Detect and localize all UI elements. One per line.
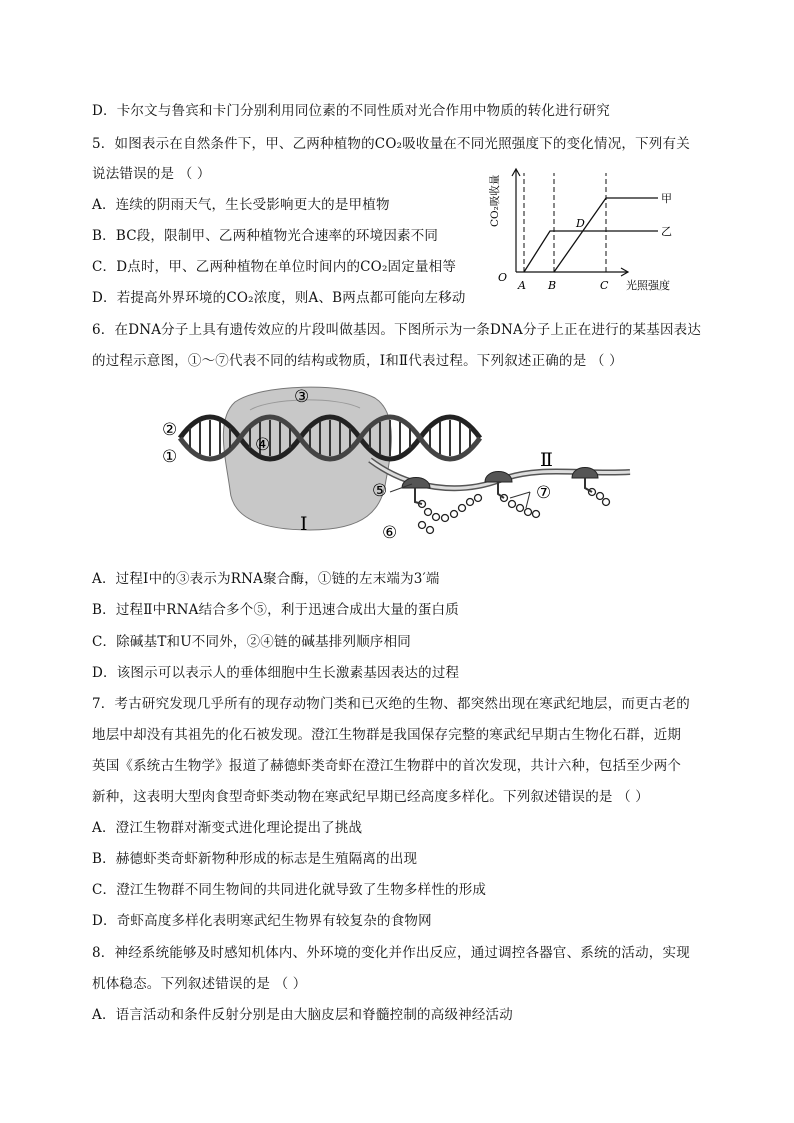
q6-stem-line-2: 的过程示意图，①～⑦代表不同的结构或物质，Ⅰ和Ⅱ代表过程。下列叙述正确的是 （ ） [92,353,623,369]
x-axis-label: 光照强度 [626,279,670,292]
q7-option-a: A．澄江生物群对渐变式进化理论提出了挑战 [92,820,363,836]
q6-stem-line-1: 6．在DNA分子上具有遗传效应的片段叫做基因。下图所示为一条DNA分子上正在进行的某基因表达 [92,322,702,338]
point-a-label: A [518,279,526,292]
process-2-label: Ⅱ [540,449,553,471]
rna-polymerase-shape [223,387,391,530]
label-5: ⑤ [372,481,388,501]
q7-stem-line-1: 7．考古研究发现几乎所有的现存动物门类和已灭绝的生物、都突然出现在寒武纪地层，而更古老的 [92,696,690,712]
q8-stem-line-2: 机体稳态。下列叙述错误的是 （ ） [92,976,307,992]
gene-expression-figure [160,380,640,550]
polypeptide-chains [419,489,610,534]
q7-stem-line-4: 新种，这表明大型肉食型奇虾类动物在寒武纪早期已经高度多样化。下列叙述错误的是 （ ） [92,789,649,805]
q8-option-a: A．语言活动和条件反射分别是由大脑皮层和脊髓控制的高级神经活动 [92,1007,513,1023]
q4-option-d: D．卡尔文与鲁宾和卡门分别利用同位素的不同性质对光合作用中物质的转化进行研究 [92,103,610,119]
curve-yi [524,231,658,272]
label-4: ④ [255,435,271,455]
point-d-label: D [576,217,585,230]
q5-option-d: D．若提高外界环境的CO₂浓度，则A、B两点都可能向左移动 [92,290,466,306]
curve-yi-label: 乙 [661,225,672,238]
q5-option-b: B．BC段，限制甲、乙两种植物光合速率的环境因素不同 [92,228,439,244]
q6-option-b: B．过程Ⅱ中RNA结合多个⑤，利于迅速合成出大量的蛋白质 [92,602,459,618]
q5-stem-line-2: 说法错误的是 （ ） [92,166,211,182]
q5-stem-line-1: 5．如图表示在自然条件下，甲、乙两种植物的CO₂吸收量在不同光照强度下的变化情况，下列有关 [92,136,690,152]
q6-option-a: A．过程Ⅰ中的③表示为RNA聚合酶，①链的左末端为3′端 [92,571,440,587]
q7-option-b: B．赫德虾类奇虾新物种形成的标志是生殖隔离的出现 [92,851,418,867]
y-axis-label: CO₂吸收量 [489,174,501,227]
label-2: ② [162,420,178,440]
q7-stem-line-2: 地层中却没有其祖先的化石被发现。澄江生物群是我国保存完整的寒武纪早期古生物化石群，近期 [92,727,682,743]
point-b-label: B [548,279,557,292]
q8-stem-line-1: 8．神经系统能够及时感知机体内、外环境的变化并作出反应，通过调控各器官、系统的活动，实现 [92,945,690,961]
q5-option-c: C．D点时，甲、乙两种植物在单位时间内的CO₂固定量相等 [92,259,457,275]
q6-option-d: D．该图示可以表示人的垂体细胞中生长激素基因表达的过程 [92,665,460,681]
process-1-label: Ⅰ [300,513,308,535]
light-response-graph [478,165,698,297]
ribosome-2 [485,472,512,483]
q5-option-a: A．连续的阴雨天气，生长受影响更大的是甲植物 [92,197,390,213]
label-7: ⑦ [536,483,552,503]
label-3: ③ [294,387,310,407]
q6-option-c: C．除碱基T和U不同外，②④链的碱基排列顺序相同 [92,634,412,650]
curve-jia-label: 甲 [661,192,672,205]
origin-label: O [498,271,508,284]
label-1: ① [162,447,178,467]
label-6: ⑥ [382,523,398,543]
q7-option-c: C．澄江生物群不同生物间的共同进化就导致了生物多样性的形成 [92,882,487,898]
point-c-label: C [600,279,609,292]
q7-option-d: D．奇虾高度多样化表明寒武纪生物界有较复杂的食物网 [92,913,432,929]
q7-stem-line-3: 英国《系统古生物学》报道了赫德虾类奇虾在澄江生物群中的首次发现，共计六种，包括至少两个 [92,758,682,774]
